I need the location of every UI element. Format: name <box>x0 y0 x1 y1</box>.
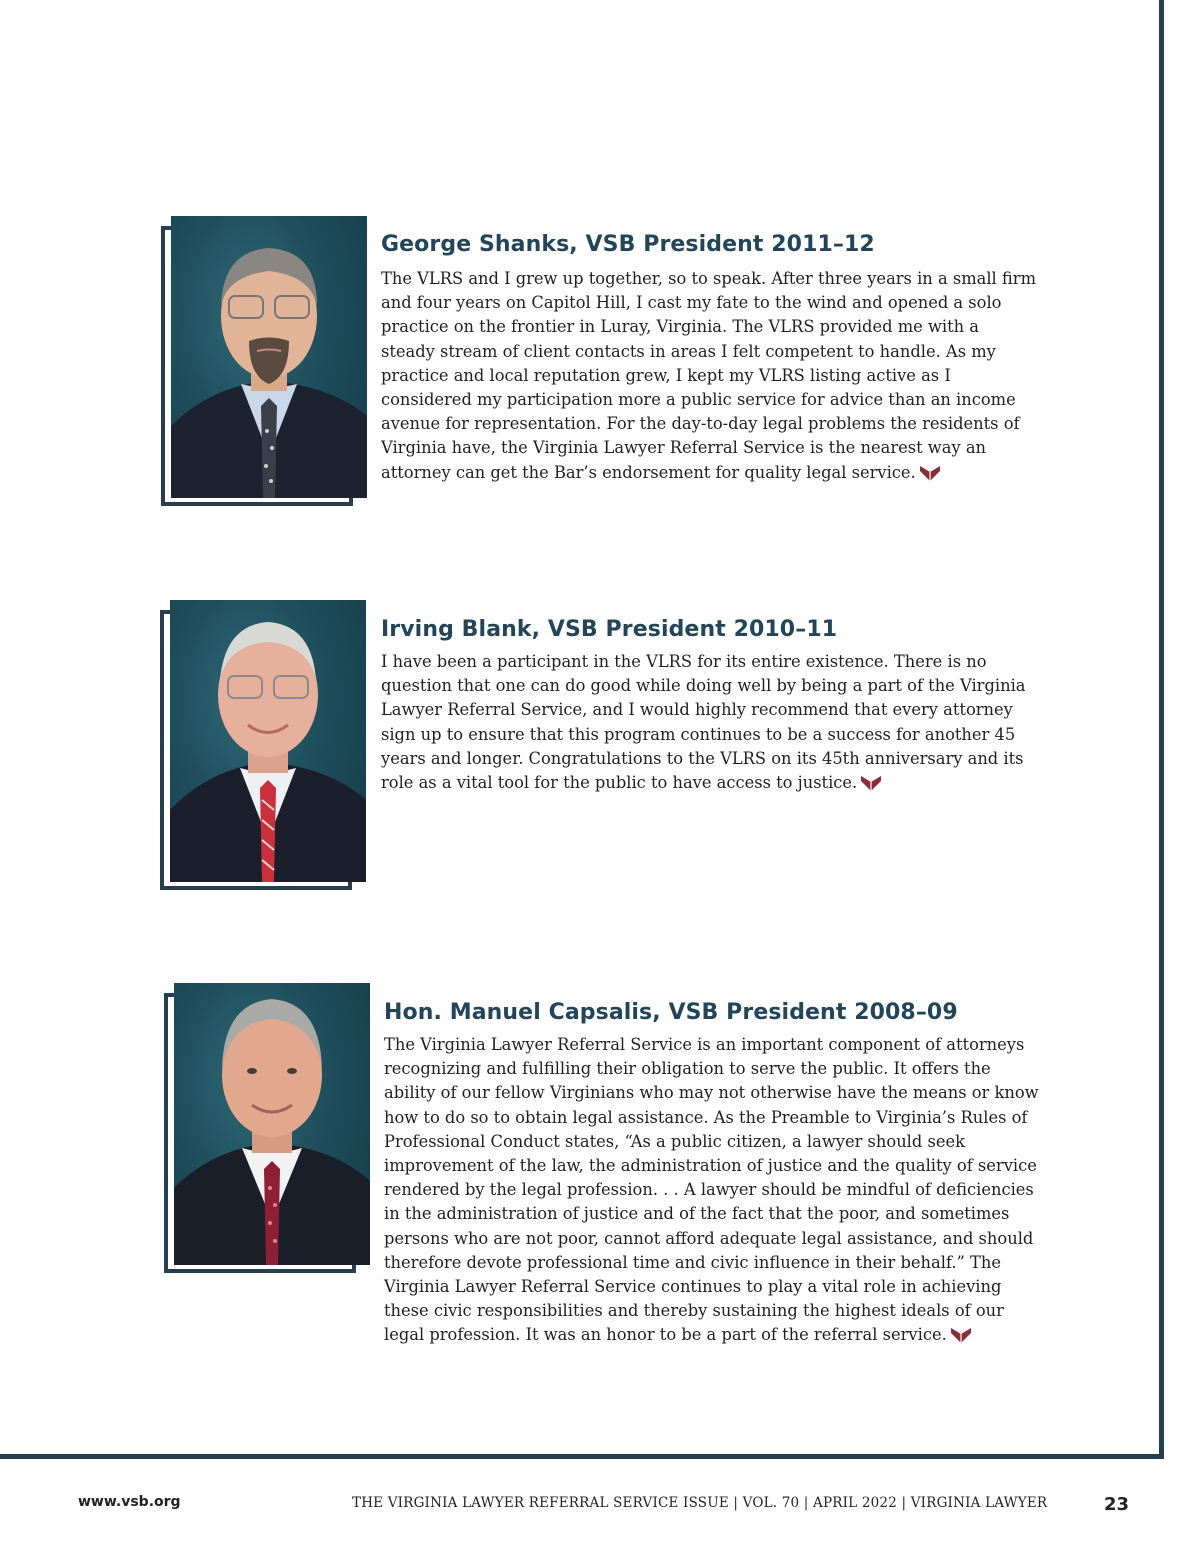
page-frame-bottom-rule <box>0 1454 1164 1459</box>
portrait-photo-capsalis <box>174 983 370 1265</box>
page-number: 23 <box>1104 1494 1130 1515</box>
footer-website-link[interactable]: www.vsb.org <box>78 1494 181 1510</box>
footer-issue-line: THE VIRGINIA LAWYER REFERRAL SERVICE ISSUE | VOL. 70 | APRIL 2022 | VIRGINIA LAWYER <box>352 1495 1048 1511</box>
portrait-frame-capsalis <box>164 983 370 1275</box>
bio-paragraph-capsalis: The Virginia Lawyer Referral Service is an important component of attorneys recognizing and fulfilling their obligation to serve the public. It offers the ability of our fellow Virginians who may not otherwise have the means or know how to do so to obtain legal assistance. As the Preamble to Virginia’s Rules of Professional Conduct states, “As a public citizen, a lawyer should seek improvement of the law, the administration of justice and the quality of service rendered by the legal profession. . . A lawyer should be mindful of deficiencies in the administration of justice and of the fact that the poor, and sometimes persons who are not poor, cannot afford adequate legal assistance, and should therefore devote professional time and civic influence in their behalf.” The Virginia Lawyer Referral Service continues to play a vital role in achieving these civic responsibilities and thereby sustaining the highest ideals of our legal profession. It was an honor to be a part of the referral service. <box>384 1035 1039 1345</box>
bio-text-capsalis <box>384 1033 1039 1351</box>
portrait-photo-blank <box>170 600 366 882</box>
bio-heading-blank: Irving Blank, VSB President 2010–11 <box>381 617 838 642</box>
bio-text-shanks <box>381 267 1036 488</box>
portrait-photo-shanks <box>171 216 367 498</box>
end-of-article-mark-icon <box>950 1325 972 1350</box>
portrait-frame-shanks <box>161 216 367 508</box>
page-frame-right-rule <box>1159 0 1164 1459</box>
portrait-frame-blank <box>160 600 366 892</box>
bio-paragraph-shanks: The VLRS and I grew up together, so to speak. After three years in a small firm and four years on Capitol Hill, I cast my fate to the wind and opened a solo practice on the frontier in Luray, Virginia. The VLRS provided me with a steady stream of client contacts in areas I felt competent to handle. As my practice and local reputation grew, I kept my VLRS listing active as I considered my participation more a public service for advice than an income avenue for representation. For the day-to-day legal problems the residents of Virginia have, the Virginia Lawyer Referral Service is the nearest way an attorney can get the Bar’s endorsement for quality legal service. <box>381 269 1037 482</box>
end-of-article-mark-icon <box>860 773 882 798</box>
bio-text-blank <box>381 650 1036 798</box>
end-of-article-mark-icon <box>919 463 941 488</box>
bio-heading-capsalis: Hon. Manuel Capsalis, VSB President 2008–09 <box>384 1000 958 1025</box>
bio-paragraph-blank: I have been a participant in the VLRS for its entire existence. There is no question that one can do good while doing well by being a part of the Virginia Lawyer Referral Service, and I would highly recommend that every attorney sign up to ensure that this program continues to be a success for another 45 years and longer. Congratulations to the VLRS on its 45th anniversary and its role as a vital tool for the public to have access to justice. <box>381 652 1026 793</box>
bio-heading-shanks: George Shanks, VSB President 2011–12 <box>381 232 875 257</box>
